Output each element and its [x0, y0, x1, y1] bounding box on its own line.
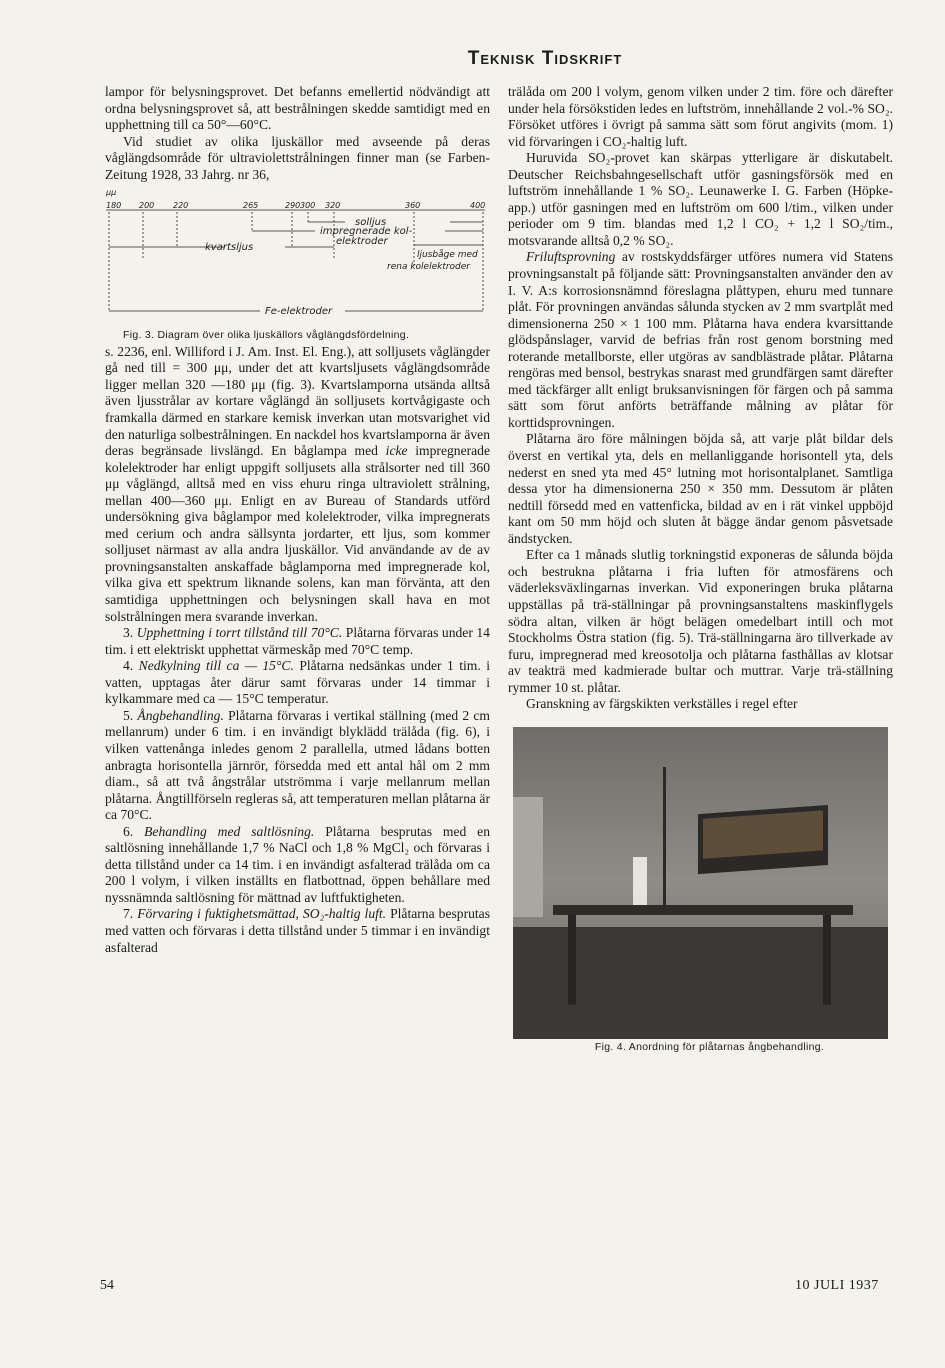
tick-label: 200 — [139, 201, 155, 211]
paragraph — [105, 824, 490, 907]
list-number: 3. — [123, 625, 134, 641]
tick-label: 400 — [470, 201, 486, 211]
label-rena-kolelektroder: rena kolelektroder — [387, 262, 471, 273]
tick-label: 220 — [173, 201, 189, 211]
text-span: Plåtarna förvaras under 14 tim. i ett elektriskt upphettat värmeskåp med 70°C temp. — [105, 625, 490, 657]
label-elektroder: elektroder — [336, 236, 388, 248]
italic-heading: Ångbehandling. — [137, 707, 224, 723]
text-span: s. 2236, enl. Williford i J. Am. Inst. El. Eng.), att solljusets våglängder gå ned till = 300 μμ, under det att kvartsljusets våglängdsområde ligger mellan 320 —180 μμ (fig. 3). Kvartslamporna utsända alltså även ljusstrålar av kortare våglängd än solljusets kortvågigaste och framkalla därmed en starkare kemisk inverkan utan motsvarighet vid den naturliga solbestrålningen. En nackdel hos kvartslamporna är även deras begränsade livslängd. En båglampa med — [105, 343, 490, 459]
paragraph — [105, 906, 490, 956]
italic-heading: Behandling med saltlösning. — [144, 823, 315, 839]
tick-label: 300 — [300, 201, 316, 211]
fig4-photo — [513, 727, 888, 1039]
italic-heading: Förvaring i fuktighetsmättad, SO₂-haltig luft. — [137, 906, 387, 922]
tick-label: 360 — [405, 201, 421, 211]
paragraph — [105, 625, 490, 658]
tick-label: 290 — [285, 201, 301, 211]
label-impregnerade: impregnerade kol- — [320, 226, 413, 238]
text-span: Plåtarna besprutas med vatten och förvaras i detta tillstånd under 5 timmar i en invändigt asfalterad — [105, 906, 490, 955]
italic-text: icke — [385, 443, 408, 459]
paragraph — [105, 708, 490, 824]
text-span: Plåtarna förvaras i vertikal ställning (med 2 cm mellanrum) under 6 tim. i en invändigt blyklädd trälåda (fig. 6), i vilken vattenånga inledes genom 2 parallella, utmed lådans botten anbragta horisontella järnrör, försedda med ett antal hål om 2 mm diam., så att två ångstrålar utströmma i varje mellanrum mellan plåtarna. Ångtillförseln regleras så, att temperaturen mellan plåtarna är ca 70°C. — [105, 707, 490, 823]
paragraph — [105, 658, 490, 708]
left-column — [105, 84, 490, 956]
italic-heading: Friluftsprovning — [526, 249, 616, 265]
italic-heading: Nedkylning till ca — 15°C. — [138, 658, 294, 674]
paragraph: Plåtarna äro före målningen böjda så, att varje plåt bildar dels överst en vertikal yta, dels en mellanliggande horisontell yta, dels nederst en sned yta med 45° lutning mot horisontalplanet. Samtliga dessa ytor ha dimensionerna 250 × 350 mm. Dessutom är plåten nedtill försedd med en vattenficka, bildad av en i rät vinkel uppböjd kant om 50 mm höjd och sluten åt bägge ändar genom påsvetsade ändstycken. — [508, 431, 893, 546]
paragraph: Vid studiet av olika ljuskällor med avseende på deras våglängdsområde för ultraviolettstrålningen finner man (se Farben-Zeitung 1928, 33 Jahrg. nr 36, — [105, 133, 490, 182]
fig3-caption: Fig. 3. Diagram över olika ljuskällors våglängdsfördelning. — [123, 329, 410, 342]
unit-label: μμ — [106, 188, 117, 198]
paragraph: lampor för belysningsprovet. Det befanns emellertid nödvändigt att ordna belysningsprovet så, att bestrålningen skedde samtidigt med en upphettning till ca 50°—60°C. — [105, 84, 490, 133]
list-number: 4. — [123, 658, 134, 674]
tick-label: 265 — [243, 201, 259, 211]
page-number: 54 — [100, 1278, 114, 1293]
paragraph: Efter ca 1 månads slutlig torkningstid exponeras de sålunda böjda och bestrukna plåtarna i fria luften för atmosfärens och väderleksväxlingarnas inverkan. Vid exponeringen bruka plåtarna uppställas på trä-ställningar på provningsanstaltens maskinflygels södra altan, vilken är högt belägen omedelbart intill och mot Stockholms Östra station (fig. 5). Trä-ställningarna äro tillverkade av furu, impregnerad med kreosotolja och plåtarna fasthållas av klotsar av teakträ med kadmierade bultar och muttrar. Varje trä-ställning rymmer 10 st. plåtar. — [508, 547, 893, 695]
list-number: 5. — [123, 707, 134, 723]
paragraph — [508, 249, 893, 431]
tick-label: 320 — [325, 201, 341, 211]
paragraph: Huruvida SO₂-provet kan skärpas ytterligare är diskutabelt. Deutscher Reichsbahngesellschaft utför gasningsförsök med en luftström innehållande 1 % SO₂. Leunawerke I. G. Farben (Höpke-app.) utför gasningen med en luftström om 600 l/tim., vilken under perioder om 9 tim. blandas med 1,2 l CO₂ + 1,2 l SO₂/tim., motsvarande alltså 0,2 % SO₂. — [508, 150, 893, 248]
tick-label: 180 — [106, 201, 122, 211]
list-number: 7. — [123, 906, 134, 922]
issue-date: 10 JULI 1937 — [795, 1278, 879, 1293]
text-span: impregnerade kolelektroder har enligt uppgift solljusets alla strålsorter ned till 360 μμ våglängd, alltså med en viss ehuru ringa ultraviolett strålning, mellan 400—360 μμ. Enligt en av Bureau of Standards utförd undersökning giva båglampor med kolelektroder, vilka impregnerats med cerium och andra sällsynta jordarter, ett ljus, som kommer solljuset närmast av alla andra ljuskällor. Vid användande av de av provningsanstalten anskaffade båglamporna med impregnerade kol, vilka giva ett spektrum liknande solens, kan man förvänta, att den samtidiga upphettningen och belysningen skall hava en mot solstrålningen mera svarande inverkan. — [105, 443, 491, 624]
diagram-svg — [105, 187, 490, 327]
text-span: Plåtarna besprutas med en saltlösning innehållande 1,7 % NaCl och 1,8 % MgCl₂ och förvaras i detta tillstånd under ca 14 tim. i en invändigt asfalterad trälåda om ca 200 l volym, i vilken inställts en flatbottnad, öppen behållare med nyssnämnda saltlösning för mättnad av luftfuktigheten. — [105, 823, 491, 905]
paragraph: Granskning av färgskikten verkställes i regel efter — [526, 696, 798, 712]
paragraph — [105, 344, 490, 625]
paragraph: trälåda om 200 l volym, genom vilken under 2 tim. före och därefter under hela försökstiden ledes en luftström, innehållande 2 vol.-% SO₂. Försöket utföres i övrigt på samma sätt som förut angivits (mom. 1) vid förvaringen i CO₂-haltig luft. — [508, 84, 893, 149]
right-column — [508, 84, 893, 1055]
text-span: av rostskyddsfärger utföres numera vid Statens provningsanstalt på följande sätt: Provningsanstalten använder den av I. V. A:s korrosionsnämnd föreslagna plåttypen, ehuru med tunnare plåt. För provningen användas sålunda stycken av 2 mm svartplåt med dimensionerna 250 × 1 100 mm. Plåtarna hava endera kvarsittande glödspånslager, varvid de befrias från rost genom borstning med roterande metallborste, eller utgöras av sandblästrade plåtar. Plåtarna rengöras med bensol, bestrykas snarast med grundfärgen samt därefter med täckfärger allt enligt bruksanvisningen för färgen och på samma sätt som förut anförts beträffande målning av plåtar för korttidsprovningen. — [508, 249, 893, 430]
italic-heading: Upphettning i torrt tillstånd till 70°C. — [136, 625, 343, 641]
label-fe-elektroder: Fe-elektroder — [265, 306, 333, 318]
wavelength-diagram — [105, 187, 490, 327]
list-number: 6. — [123, 823, 134, 839]
fig4-caption: Fig. 4. Anordning för plåtarnas ångbehandling. — [594, 1040, 825, 1053]
journal-title: Teknisk Tidskrift — [467, 48, 623, 69]
label-solljus: solljus — [355, 217, 387, 229]
label-kvartsljus: kvartsljus — [205, 242, 254, 254]
label-ljusbage: ljusbåge med — [417, 250, 478, 261]
text-span: Plåtarna nedsänkas under 1 tim. i vatten, upptagas åter därur samt förvaras under 14 timmar i kylkammare med ca — 15°C temperatur. — [105, 658, 491, 707]
photo-illustration — [513, 727, 888, 1039]
